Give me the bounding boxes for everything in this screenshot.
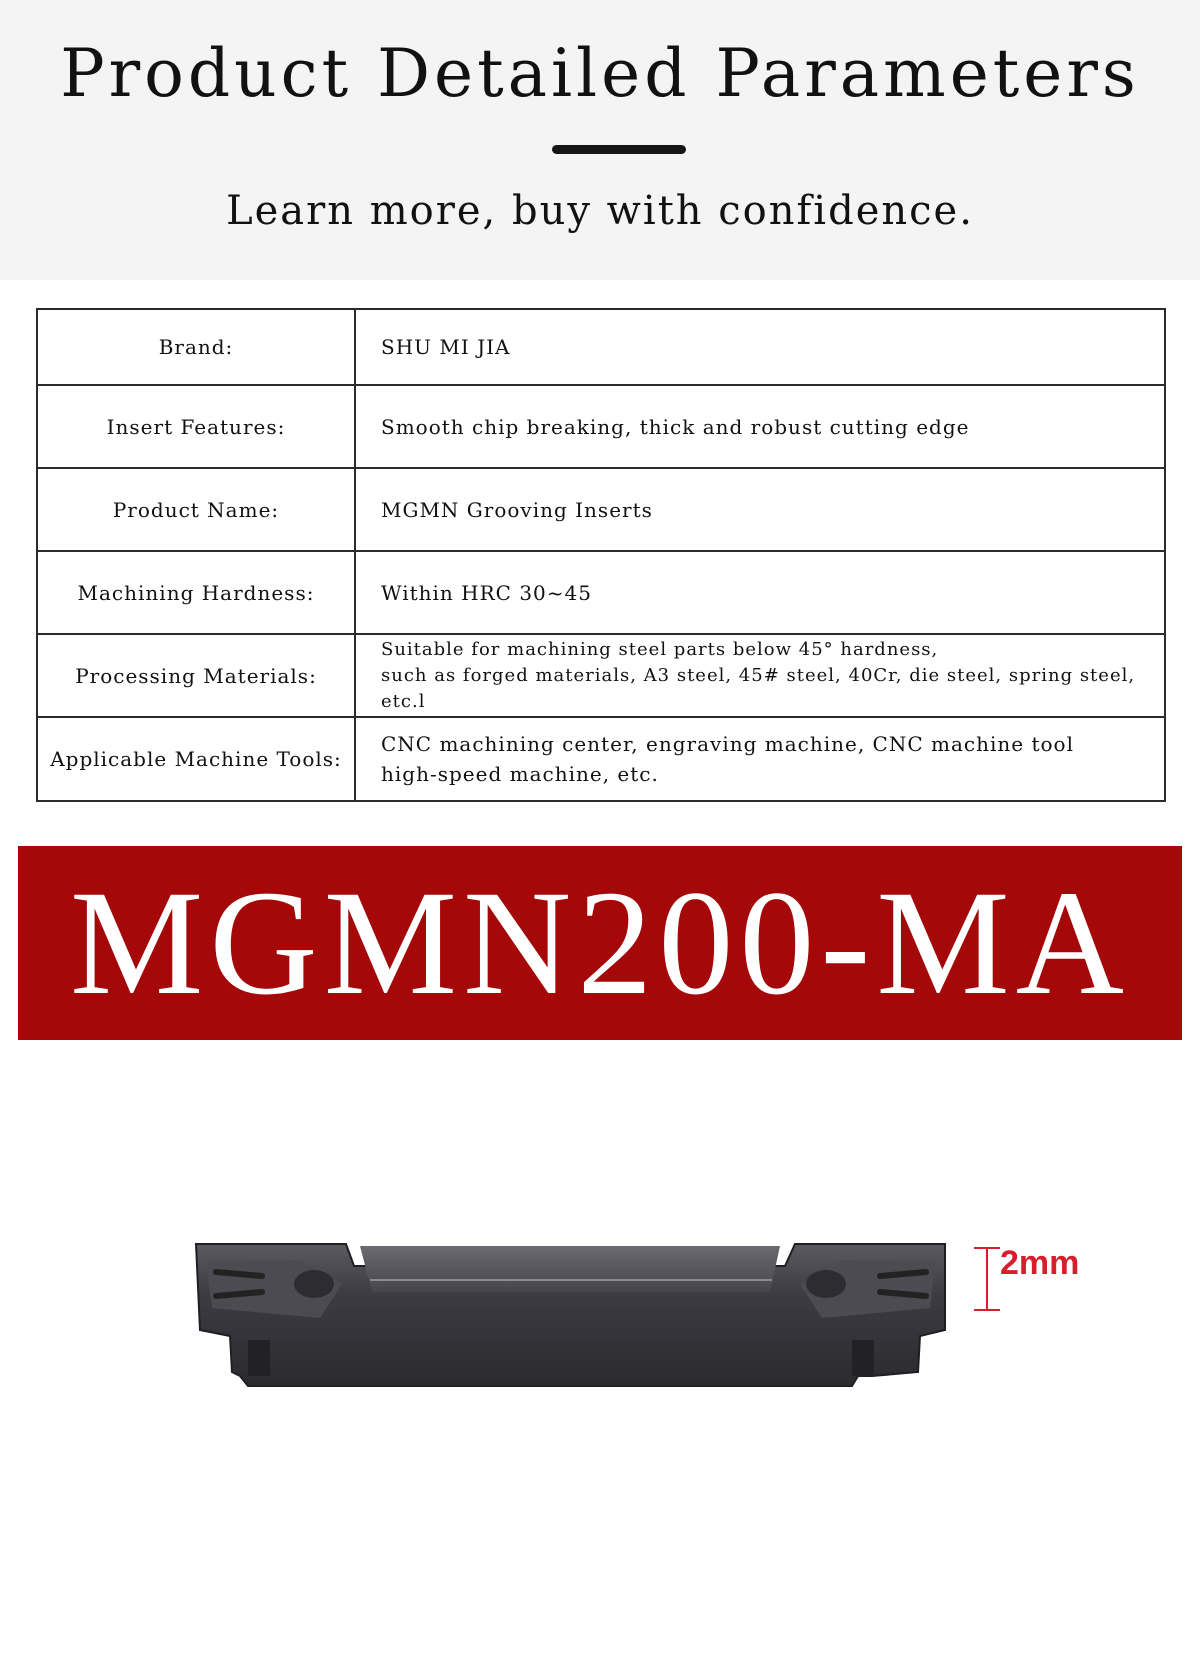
param-label: Insert Features: <box>37 385 355 468</box>
table-row <box>37 551 1165 634</box>
title-underline <box>552 145 686 154</box>
table-row <box>37 309 1165 385</box>
param-value <box>355 717 1165 801</box>
param-value-line: such as forged materials, A3 steel, 45# steel, 40Cr, die steel, spring steel, etc.l <box>381 664 1136 712</box>
model-banner <box>18 846 1182 1040</box>
param-label: Applicable Machine Tools: <box>37 717 355 801</box>
parameters-table <box>36 308 1166 802</box>
param-value-line: high-speed machine, etc. <box>381 762 659 786</box>
param-value-line: CNC machining center, engraving machine, CNC machine tool <box>381 732 1074 756</box>
table-row <box>37 468 1165 551</box>
param-value: Smooth chip breaking, thick and robust cutting edge <box>355 385 1165 468</box>
dimension-marker <box>974 1248 1000 1310</box>
grooving-insert-illustration <box>0 1180 1200 1420</box>
param-label: Processing Materials: <box>37 634 355 717</box>
product-image <box>0 1180 1200 1420</box>
param-label: Machining Hardness: <box>37 551 355 634</box>
table-row <box>37 717 1165 801</box>
model-name: MGMN200-MA <box>69 860 1131 1026</box>
param-value-line: Suitable for machining steel parts below 45° hardness, <box>381 638 939 660</box>
table-row <box>37 634 1165 717</box>
param-value: MGMN Grooving Inserts <box>355 468 1165 551</box>
page-title: Product Detailed Parameters <box>60 35 1140 112</box>
param-label: Product Name: <box>37 468 355 551</box>
param-value: Within HRC 30~45 <box>355 551 1165 634</box>
dimension-label: 2mm <box>1000 1244 1080 1282</box>
header-section <box>0 0 1200 280</box>
param-label: Brand: <box>37 309 355 385</box>
table-row <box>37 385 1165 468</box>
param-value: SHU MI JIA <box>355 309 1165 385</box>
param-value <box>355 634 1165 717</box>
page-subtitle: Learn more, buy with confidence. <box>226 188 974 234</box>
